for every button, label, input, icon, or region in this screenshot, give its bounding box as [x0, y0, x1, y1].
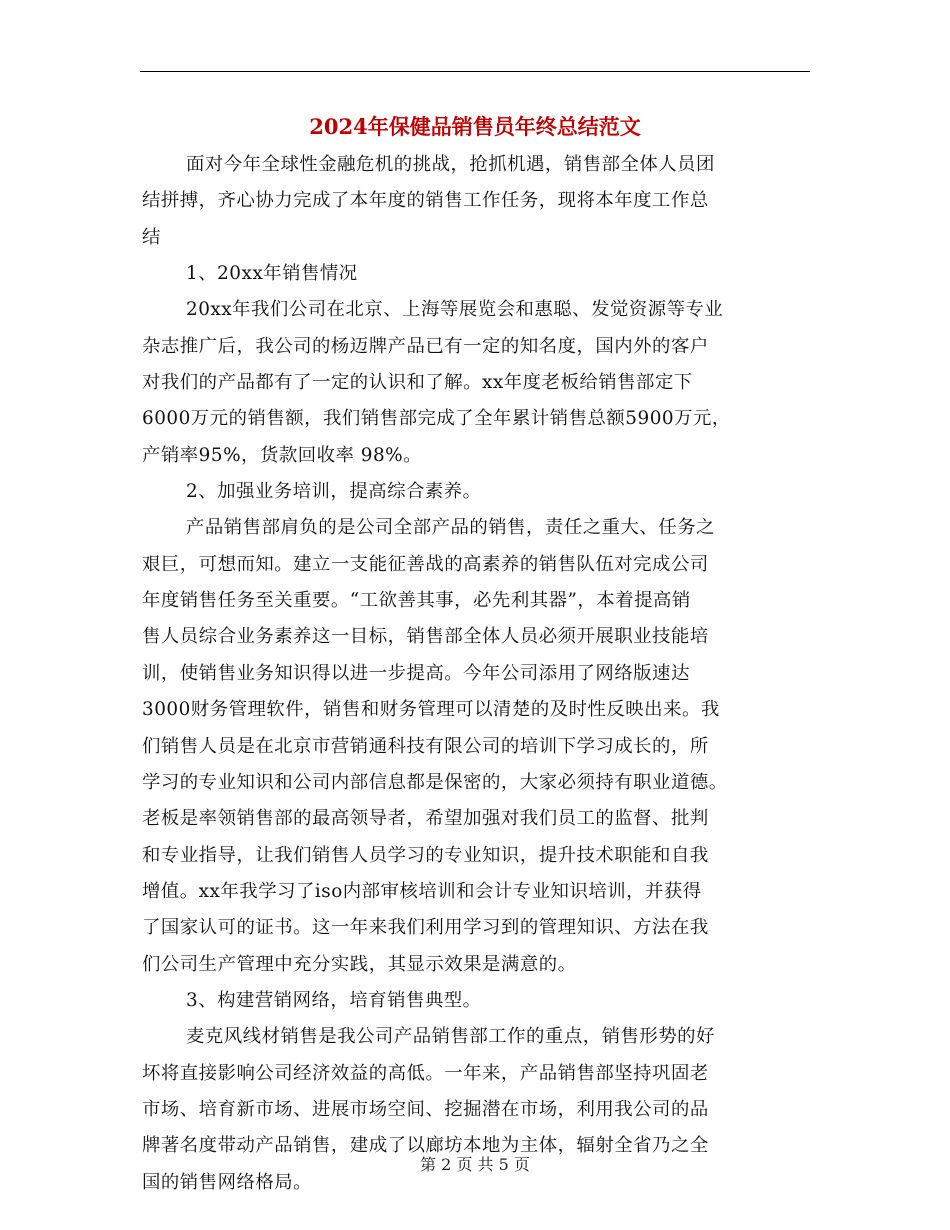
section-heading: 3、构建营销网络，培育销售典型。: [186, 989, 482, 1011]
body-line: 对我们的产品都有了一定的认识和了解。xx年度老板给销售部定下: [142, 372, 693, 394]
body-line: 产品销售部肩负的是公司全部产品的销售，责任之重大、任务之: [186, 517, 715, 539]
document-body: [142, 147, 810, 1201]
body-line: 老板是率领销售部的最高领导者，希望加强对我们员工的监督、批判: [142, 808, 709, 830]
body-line: 训，使销售业务知识得以进一步提高。今年公司添用了网络版速达: [142, 662, 690, 684]
body-line: 牌著名度带动产品销售，建成了以廊坊本地为主体，辐射全省乃之全: [142, 1135, 709, 1157]
page-number: 第 2 页 共 5 页: [420, 1155, 530, 1174]
document-title: 2024年保健品销售员年终总结范文: [309, 114, 641, 139]
body-line: 6000万元的销售额，我们销售部完成了全年累计销售总额5900万元，: [142, 408, 731, 430]
body-line: 20xx年我们公司在北京、上海等展览会和惠聪、发觉资源等专业: [186, 299, 724, 321]
body-line: 市场、培育新市场、进展市场空间、挖掘潜在市场，利用我公司的品: [142, 1098, 709, 1120]
body-line: 年度销售任务至关重要。“工欲善其事，必先利其器”，本着提高销: [142, 590, 691, 612]
body-line: 和专业指导，让我们销售人员学习的专业知识，提升技术职能和自我: [142, 844, 709, 866]
section-heading: 1、20xx年销售情况: [186, 263, 358, 285]
body-line: 面对今年全球性金融危机的挑战，抢抓机遇，销售部全体人员团: [186, 154, 715, 175]
body-line: 们销售人员是在北京市营销通科技有限公司的培训下学习成长的，所: [142, 735, 709, 757]
body-line: 结拼搏，齐心协力完成了本年度的销售工作任务，现将本年度工作总: [142, 190, 709, 212]
body-line: 学习的专业知识和公司内部信息都是保密的，大家必须持有职业道德。: [142, 771, 728, 793]
body-line: 艰巨，可想而知。建立一支能征善战的高素养的销售队伍对完成公司: [142, 553, 709, 575]
body-line: 麦克风线材销售是我公司产品销售部工作的重点，销售形势的好: [186, 1026, 715, 1048]
header-rule: [140, 71, 810, 72]
body-line: 杂志推广后，我公司的杨迈牌产品已有一定的知名度，国内外的客户: [142, 335, 709, 357]
body-line: 售人员综合业务素养这一目标，销售部全体人员必须开展职业技能培: [142, 626, 709, 648]
body-line: 产销率95%，货款回收率 98%。: [142, 444, 423, 466]
body-line: 们公司生产管理中充分实践，其显示效果是满意的。: [142, 953, 577, 975]
section-heading: 2、加强业务培训，提高综合素养。: [186, 481, 482, 503]
body-line: 结: [142, 226, 161, 248]
body-line: 坏将直接影响公司经济效益的高低。一年来，产品销售部坚持巩固老: [142, 1062, 709, 1084]
body-line: 增值。xx年我学习了iso内部审核培训和会计专业知识培训，并获得: [142, 880, 702, 902]
body-line: 3000财务管理软件，销售和财务管理可以清楚的及时性反映出来。我: [142, 699, 720, 721]
body-line: 国的销售网络格局。: [142, 1171, 313, 1193]
body-line: 了国家认可的证书。这一年来我们利用学习到的管理知识、方法在我: [142, 917, 709, 939]
